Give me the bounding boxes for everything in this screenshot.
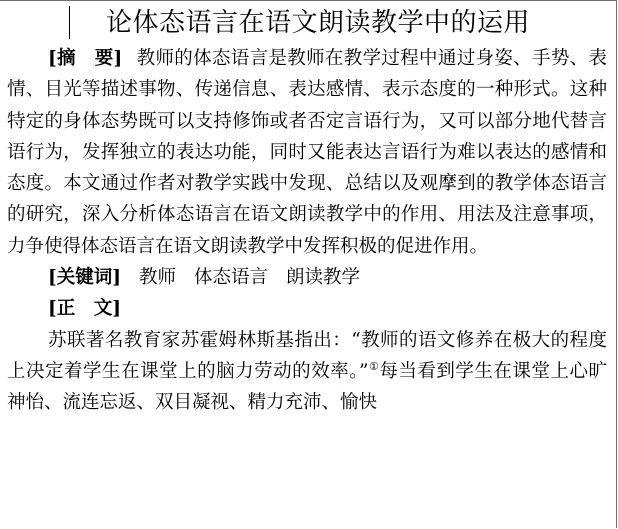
abstract-text: 教师的体态语言是教师在教学过程中通过身姿、手势、表情、目光等描述事物、传递信息、表达感情、表示态度的一种形式。这种特定的身体态势既可以支持修饰或者否定言语行为，又可以部分地代替言语行为，发挥独立的表达功能，同时又能表达言语行为难以表达的感情和态度。本文通过作者对教学实践中发现、总结以及观摩到的教学体态语言的研究，深入分析体态语言在语文朗读教学中的作用、用法及注意事项，力争使得体态语言在语文朗读教学中发挥积极的促进作用。 xyxy=(7,48,607,257)
keyword-item: 朗读教学 xyxy=(286,267,361,289)
keyword-item: 教师 xyxy=(139,267,177,289)
document-title[interactable]: 论体态语言在语文朗读教学中的运用 xyxy=(105,8,530,38)
keywords-paragraph[interactable] xyxy=(7,262,607,293)
body-section-heading[interactable] xyxy=(7,293,607,324)
abstract-paragraph[interactable] xyxy=(7,43,607,262)
text-cursor xyxy=(69,6,70,39)
abstract-label: [摘 要] xyxy=(48,48,123,69)
document-body xyxy=(7,0,607,419)
keyword-item: 体态语言 xyxy=(194,267,269,289)
body-text-part2: 每当看到学生在课堂上心旷神怡、流连忘返、双目凝视、精力充沛、愉快 xyxy=(7,360,607,414)
body-text-part1: 苏联著名教育家苏霍姆林斯基指出：“教师的语文修养在极大的程度上决定着学生在课堂上的脑力劳动的效率。” xyxy=(7,329,607,382)
keywords-label: [关键词] xyxy=(48,267,122,289)
footnote-marker[interactable]: ① xyxy=(368,359,380,373)
body-section-label: [正 文] xyxy=(48,298,122,320)
body-paragraph[interactable] xyxy=(7,325,607,419)
title-row xyxy=(7,3,607,43)
